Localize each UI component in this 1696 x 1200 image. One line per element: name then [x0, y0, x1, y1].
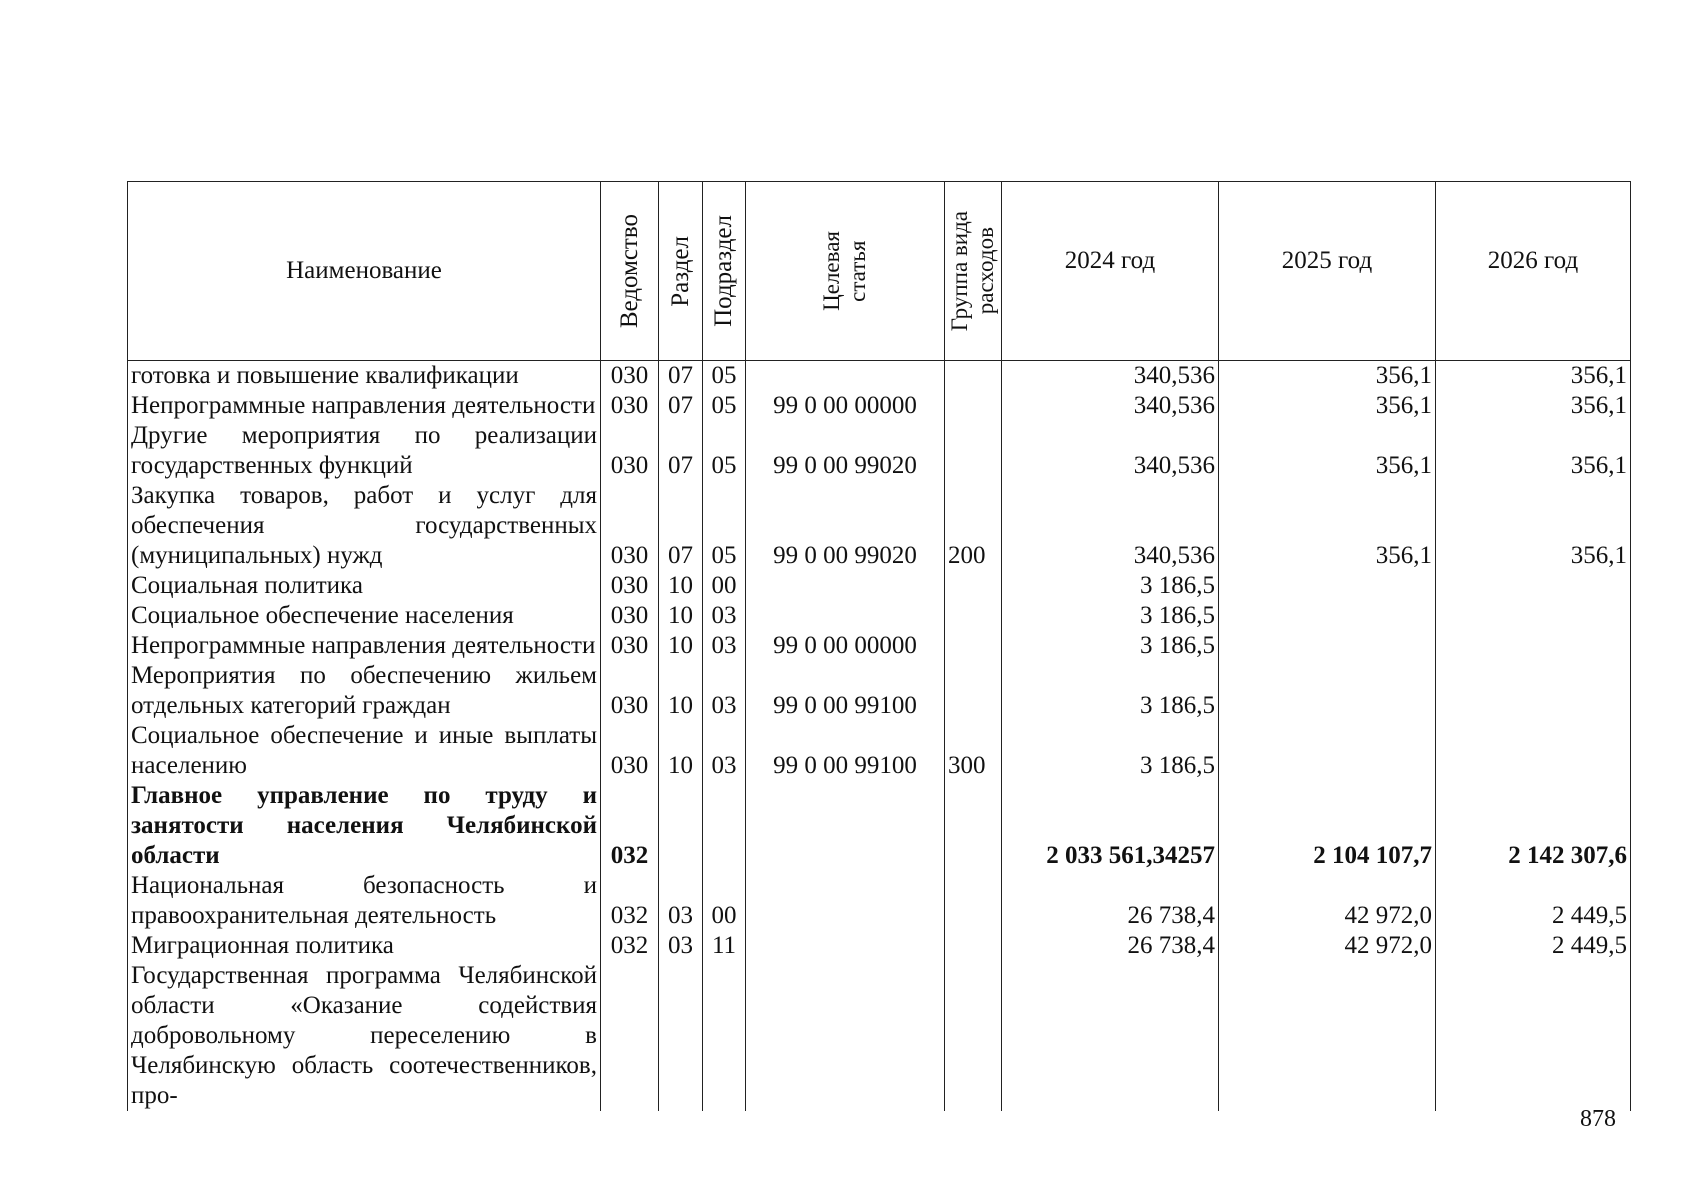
row-section: 10	[659, 631, 703, 661]
row-value-2024: 340,536	[1002, 421, 1219, 481]
page-number: 878	[1580, 1106, 1616, 1132]
row-expense-group	[945, 871, 1002, 931]
table-row	[128, 361, 1631, 392]
row-target	[746, 601, 945, 631]
row-expense-group	[945, 391, 1002, 421]
row-subsection: 03	[703, 631, 746, 661]
row-value-2025	[1219, 721, 1436, 781]
row-target	[746, 781, 945, 871]
row-value-2026: 2 449,5	[1436, 871, 1631, 931]
row-value-2026	[1436, 601, 1631, 631]
row-expense-group	[945, 661, 1002, 721]
row-value-2025	[1219, 631, 1436, 661]
row-value-2026	[1436, 961, 1631, 1111]
row-target: 99 0 00 99100	[746, 661, 945, 721]
header-subsection-cell	[703, 182, 746, 361]
row-value-2026: 356,1	[1436, 361, 1631, 392]
row-subsection: 05	[703, 421, 746, 481]
header-expense-group-line1: Группа вида	[947, 210, 972, 332]
row-value-2026: 2 142 307,6	[1436, 781, 1631, 871]
row-name: Государственная программа Челябинской области «Оказание содействия добровольному переселению в Челябинскую область соотечественников, про-	[128, 961, 601, 1111]
row-value-2024: 340,536	[1002, 481, 1219, 571]
row-name: Социальное обеспечение населения	[128, 601, 601, 631]
row-section: 10	[659, 661, 703, 721]
row-target	[746, 571, 945, 601]
row-value-2024	[1002, 961, 1219, 1111]
table-row	[128, 571, 1631, 601]
row-expense-group	[945, 961, 1002, 1111]
header-target	[819, 231, 871, 311]
table-header-row	[128, 182, 1631, 361]
table-row	[128, 481, 1631, 571]
row-name: готовка и повышение квалификации	[128, 361, 601, 392]
row-value-2025: 42 972,0	[1219, 871, 1436, 931]
row-section	[659, 781, 703, 871]
row-value-2024: 3 186,5	[1002, 661, 1219, 721]
header-year-2026: 2026 год	[1436, 182, 1631, 361]
row-expense-group	[945, 601, 1002, 631]
row-value-2025	[1219, 961, 1436, 1111]
row-name: Социальное обеспечение и иные выплаты населению	[128, 721, 601, 781]
row-value-2025: 356,1	[1219, 481, 1436, 571]
row-value-2024: 26 738,4	[1002, 931, 1219, 961]
row-department: 030	[601, 391, 659, 421]
header-subsection: Подраздел	[710, 215, 737, 327]
header-expense-group	[947, 211, 999, 331]
table-row	[128, 601, 1631, 631]
row-value-2026	[1436, 631, 1631, 661]
row-section: 10	[659, 601, 703, 631]
row-department: 030	[601, 571, 659, 601]
row-target	[746, 961, 945, 1111]
row-expense-group: 300	[945, 721, 1002, 781]
row-value-2024: 26 738,4	[1002, 871, 1219, 931]
table-row	[128, 931, 1631, 961]
row-value-2025	[1219, 601, 1436, 631]
row-expense-group	[945, 931, 1002, 961]
row-section: 10	[659, 721, 703, 781]
row-department: 030	[601, 661, 659, 721]
header-name: Наименование	[128, 182, 601, 361]
row-subsection	[703, 781, 746, 871]
row-subsection	[703, 961, 746, 1111]
row-value-2026: 356,1	[1436, 391, 1631, 421]
row-name: Миграционная политика	[128, 931, 601, 961]
row-value-2026: 356,1	[1436, 481, 1631, 571]
row-section: 07	[659, 421, 703, 481]
table-row	[128, 961, 1631, 1111]
row-department: 032	[601, 871, 659, 931]
row-value-2024: 3 186,5	[1002, 631, 1219, 661]
row-value-2024: 3 186,5	[1002, 571, 1219, 601]
row-section: 03	[659, 871, 703, 931]
row-subsection: 05	[703, 481, 746, 571]
row-department	[601, 961, 659, 1111]
row-name: Главное управление по труду и занятости населения Челябинской области	[128, 781, 601, 871]
row-target: 99 0 00 00000	[746, 391, 945, 421]
row-expense-group	[945, 571, 1002, 601]
row-name: Непрограммные направления деятельности	[128, 631, 601, 661]
row-value-2025: 356,1	[1219, 391, 1436, 421]
row-target	[746, 931, 945, 961]
row-value-2026: 356,1	[1436, 421, 1631, 481]
row-department: 030	[601, 721, 659, 781]
row-value-2025	[1219, 661, 1436, 721]
row-value-2025	[1219, 571, 1436, 601]
row-section: 07	[659, 361, 703, 392]
row-value-2024: 3 186,5	[1002, 721, 1219, 781]
row-department: 030	[601, 601, 659, 631]
row-target: 99 0 00 99100	[746, 721, 945, 781]
row-name: Мероприятия по обеспечению жильем отдельных категорий граждан	[128, 661, 601, 721]
row-expense-group	[945, 781, 1002, 871]
row-subsection: 00	[703, 871, 746, 931]
row-subsection: 00	[703, 571, 746, 601]
row-expense-group	[945, 421, 1002, 481]
row-department: 030	[601, 361, 659, 392]
row-department: 032	[601, 781, 659, 871]
header-section-cell	[659, 182, 703, 361]
table-row-agency-total	[128, 781, 1631, 871]
row-value-2025: 2 104 107,7	[1219, 781, 1436, 871]
row-department: 032	[601, 931, 659, 961]
row-subsection: 05	[703, 391, 746, 421]
row-name: Национальная безопасность и правоохранительная деятельность	[128, 871, 601, 931]
row-department: 030	[601, 481, 659, 571]
row-name: Закупка товаров, работ и услуг для обеспечения государственных (муниципальных) нужд	[128, 481, 601, 571]
row-target: 99 0 00 00000	[746, 631, 945, 661]
table-row	[128, 391, 1631, 421]
row-subsection: 03	[703, 601, 746, 631]
table-row	[128, 721, 1631, 781]
header-target-line2: статья	[845, 240, 870, 302]
row-section: 07	[659, 481, 703, 571]
table-row	[128, 871, 1631, 931]
row-department: 030	[601, 421, 659, 481]
row-target	[746, 361, 945, 392]
row-value-2026	[1436, 661, 1631, 721]
row-value-2024: 2 033 561,34257	[1002, 781, 1219, 871]
row-subsection: 11	[703, 931, 746, 961]
row-value-2024: 340,536	[1002, 361, 1219, 392]
table-row	[128, 661, 1631, 721]
table-row	[128, 421, 1631, 481]
header-department-cell	[601, 182, 659, 361]
row-subsection: 03	[703, 721, 746, 781]
row-name: Социальная политика	[128, 571, 601, 601]
header-target-line1: Целевая	[819, 231, 844, 311]
row-value-2024: 3 186,5	[1002, 601, 1219, 631]
row-value-2026: 2 449,5	[1436, 931, 1631, 961]
row-value-2025: 356,1	[1219, 361, 1436, 392]
row-value-2026	[1436, 571, 1631, 601]
row-expense-group	[945, 361, 1002, 392]
row-target: 99 0 00 99020	[746, 481, 945, 571]
header-year-2024: 2024 год	[1002, 182, 1219, 361]
row-subsection: 05	[703, 361, 746, 392]
header-expense-group-cell	[945, 182, 1002, 361]
header-section: Раздел	[666, 235, 694, 307]
row-section: 07	[659, 391, 703, 421]
header-expense-group-line2: расходов	[973, 227, 998, 315]
row-target: 99 0 00 99020	[746, 421, 945, 481]
table-row	[128, 631, 1631, 661]
row-department: 030	[601, 631, 659, 661]
row-value-2024: 340,536	[1002, 391, 1219, 421]
row-value-2026	[1436, 721, 1631, 781]
row-subsection: 03	[703, 661, 746, 721]
header-year-2025: 2025 год	[1219, 182, 1436, 361]
row-value-2025: 42 972,0	[1219, 931, 1436, 961]
row-target	[746, 871, 945, 931]
budget-table	[127, 181, 1631, 1111]
row-name: Непрограммные направления деятельности	[128, 391, 601, 421]
row-name: Другие мероприятия по реализации государственных функций	[128, 421, 601, 481]
header-target-cell	[746, 182, 945, 361]
row-section: 10	[659, 571, 703, 601]
row-value-2025: 356,1	[1219, 421, 1436, 481]
row-expense-group: 200	[945, 481, 1002, 571]
row-section: 03	[659, 931, 703, 961]
row-expense-group	[945, 631, 1002, 661]
header-department: Ведомство	[615, 213, 643, 329]
row-section	[659, 961, 703, 1111]
